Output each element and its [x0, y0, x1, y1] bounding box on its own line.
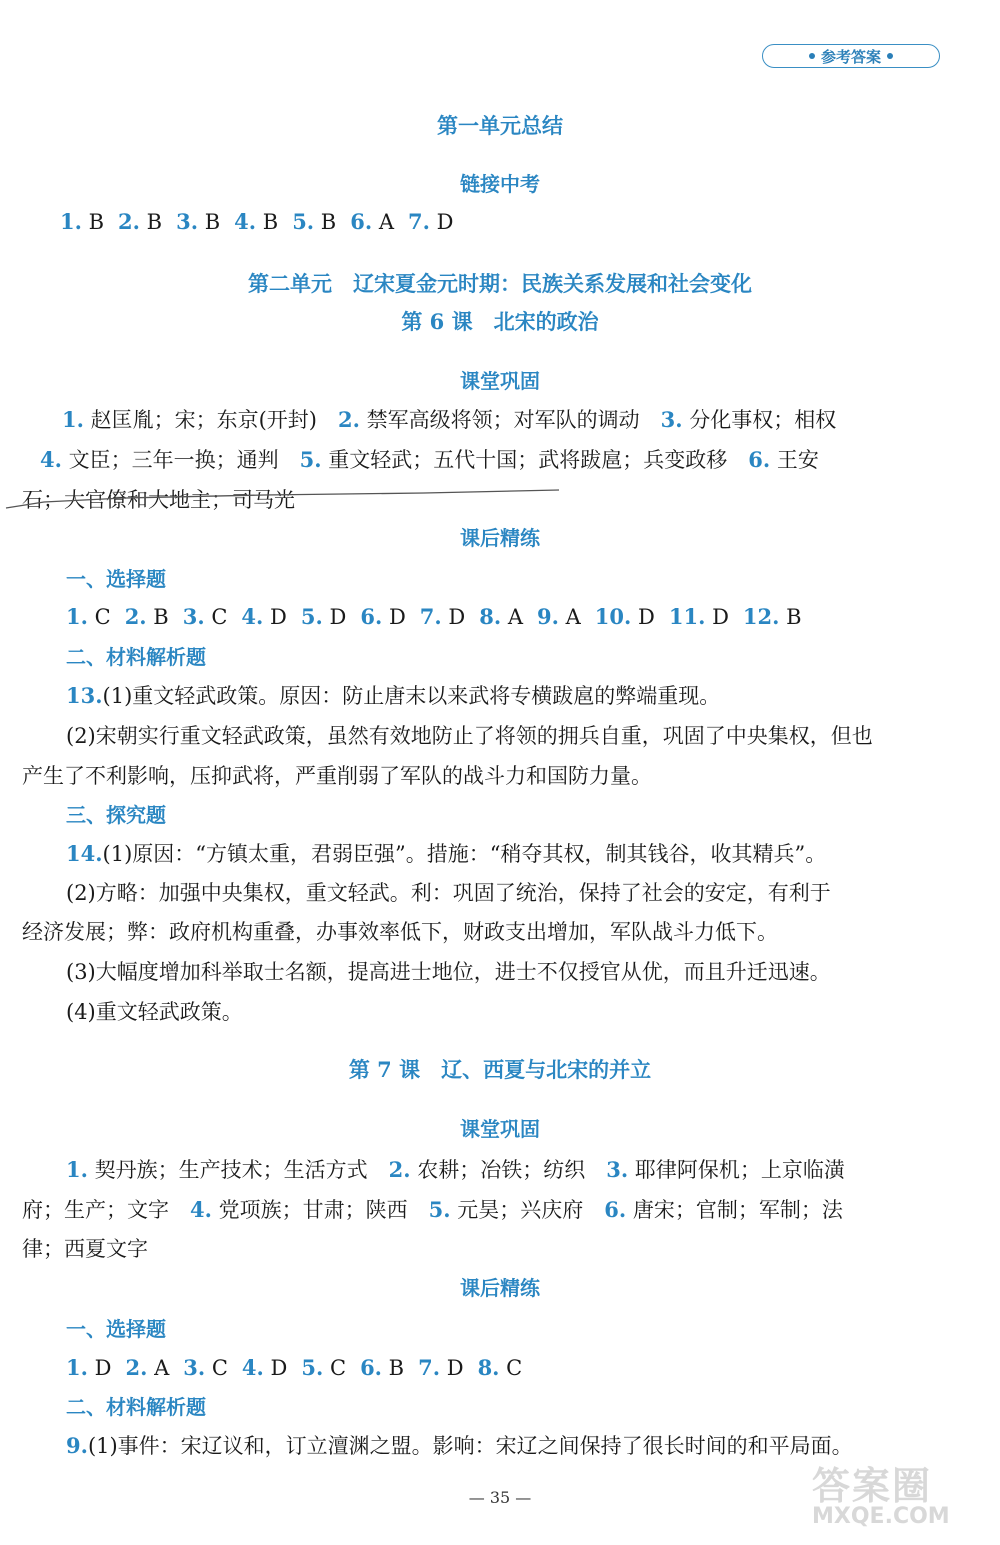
answer-number: 2. — [118, 209, 140, 234]
answer-item — [360, 1356, 404, 1380]
answer-item — [66, 605, 111, 629]
answer-value: D — [263, 605, 287, 629]
item-text: 元昊；兴庆府 — [450, 1198, 605, 1222]
item-number: 4. — [190, 1197, 212, 1222]
answer-item — [66, 1356, 111, 1380]
lesson6-material-title: 二、材料解析题 — [66, 645, 206, 669]
lesson7-choice-title: 一、选择题 — [66, 1317, 166, 1341]
item-text: 分化事权；相权 — [682, 408, 837, 432]
answer-number: 10. — [594, 604, 632, 629]
answer-key-tag — [762, 44, 940, 68]
lesson7-choice-answers — [66, 1354, 1000, 1382]
q14-part3: (3)大幅度增加科举取士名额，提高进士地位，进士不仅授官从优，而且升迁迅速。 — [66, 960, 831, 984]
answer-item — [418, 1356, 463, 1380]
site-watermark — [812, 1455, 987, 1535]
answer-value: D — [631, 605, 655, 629]
answer-key-label: 参考答案 — [820, 47, 881, 66]
item-number: 4. — [40, 447, 62, 472]
answer-item — [478, 1356, 523, 1380]
answer-value: D — [429, 210, 454, 234]
answer-number: 1. — [66, 604, 88, 629]
answer-item — [669, 605, 729, 629]
item-text: 唐宋；官制；军制；法 — [626, 1198, 843, 1222]
item-number: 3. — [660, 407, 683, 432]
answer-value: A — [501, 605, 524, 629]
item-number: 2. — [388, 1157, 411, 1182]
answer-number: 9. — [537, 604, 559, 629]
item-text: 王安 — [770, 448, 819, 472]
answer-value: A — [372, 210, 395, 234]
answer-item — [183, 605, 228, 629]
lesson7-material-title: 二、材料解析题 — [66, 1395, 206, 1419]
answer-value: C — [87, 605, 111, 629]
answer-number: 2. — [124, 604, 147, 629]
answer-item — [292, 210, 336, 234]
answer-number: 3. — [182, 604, 205, 629]
answer-item — [595, 605, 655, 629]
answer-item — [743, 605, 802, 629]
answer-number: 7. — [418, 1355, 441, 1380]
answer-item — [183, 1356, 228, 1380]
answer-item — [479, 605, 523, 629]
answer-item — [408, 210, 453, 234]
answer-item — [350, 210, 394, 234]
link-exam-title: 链接中考 — [460, 172, 540, 196]
item-text: 禁军高级将领；对军队的调动 — [359, 408, 661, 432]
answer-value: B — [139, 210, 163, 234]
answer-value: D — [263, 1356, 288, 1380]
answer-value: B — [146, 605, 169, 629]
lesson7-title: 第 7 课 辽、西夏与北宋的并立 — [348, 1057, 652, 1082]
answer-number: 8. — [477, 1355, 500, 1380]
item-text: 赵匡胤；宋；东京(开封) — [83, 408, 338, 432]
answer-number: 7. — [408, 209, 430, 234]
watermark-url: MXQE.COM — [812, 1504, 950, 1529]
answer-number: 6. — [360, 1355, 382, 1380]
answer-value: D — [441, 605, 466, 629]
item-text: 府；生产；文字 — [22, 1198, 190, 1222]
answer-value: B — [314, 210, 337, 234]
answer-value: B — [256, 210, 279, 234]
answer-number: 3. — [176, 209, 199, 234]
q9-part1-text: (1)事件：宋辽议和，订立澶渊之盟。影响：宋辽之间保持了很长时间的和平局面。 — [87, 1434, 853, 1458]
lesson7-consolidate-title: 课堂巩固 — [460, 1117, 540, 1141]
item-text: 耶律阿保机；上京临潢 — [628, 1158, 845, 1182]
answer-item — [118, 210, 162, 234]
answer-number: 1. — [60, 209, 82, 234]
lesson6-consolidate-line — [62, 406, 1000, 434]
unit2-title: 第二单元 辽宋夏金元时期：民族关系发展和社会变化 — [248, 271, 752, 296]
bullet-icon — [887, 53, 893, 59]
q14-part2a: (2)方略：加强中央集权，重文轻武。利：巩固了统治，保持了社会的安定，有利于 — [66, 881, 831, 905]
lesson6-consolidate-title: 课堂巩固 — [460, 369, 540, 393]
answer-number: 1. — [66, 1355, 88, 1380]
q9-number: 9. — [66, 1433, 88, 1458]
item-number: 3. — [606, 1157, 629, 1182]
answer-number: 6. — [350, 209, 373, 234]
answer-number: 5. — [292, 209, 315, 234]
item-number: 2. — [338, 407, 360, 432]
answer-number: 4. — [241, 1355, 264, 1380]
q14-number: 14. — [66, 841, 103, 866]
answer-number: 6. — [360, 604, 383, 629]
answer-number: 12. — [742, 604, 780, 629]
answer-item — [176, 210, 220, 234]
item-number: 5. — [428, 1197, 451, 1222]
answer-number: 3. — [183, 1355, 206, 1380]
answer-value: C — [204, 605, 228, 629]
answer-value: C — [205, 1356, 228, 1380]
answer-item — [242, 1356, 287, 1380]
answer-number: 5. — [300, 604, 323, 629]
lesson7-consolidate-line — [66, 1156, 1000, 1184]
lesson6-choice-title: 一、选择题 — [66, 567, 166, 591]
answer-item — [234, 210, 278, 234]
lesson6-choice-answers — [66, 603, 1000, 631]
answer-number: 11. — [668, 604, 706, 629]
answer-value: C — [323, 1356, 347, 1380]
item-number: 6. — [604, 1197, 627, 1222]
q14-part1 — [66, 840, 1000, 868]
answer-value: A — [558, 605, 581, 629]
bullet-icon — [809, 53, 815, 59]
q14-part2b: 经济发展；弊：政府机构重叠，办事效率低下，财政支出增加，军队战斗力低下。 — [22, 920, 778, 944]
answer-value: D — [440, 1356, 464, 1380]
answer-value: C — [499, 1356, 523, 1380]
item-text: 文臣；三年一换；通判 — [61, 448, 300, 472]
answer-value: B — [779, 605, 802, 629]
answer-value: B — [81, 210, 105, 234]
item-text: 律；西夏文字 — [22, 1237, 148, 1261]
q13-part1-text: (1)重文轻武政策。原因：防止唐末以来武将专横跋扈的弊端重现。 — [102, 684, 721, 708]
item-text: 农耕；冶铁；纺织 — [410, 1158, 607, 1182]
answer-number: 2. — [125, 1355, 148, 1380]
answer-value: A — [147, 1356, 170, 1380]
item-number: 1. — [66, 1157, 88, 1182]
item-text: 石；大官僚和大地主；司马光 — [22, 488, 295, 512]
item-number: 5. — [299, 447, 322, 472]
watermark-logo-text: 答案圈 — [812, 1464, 933, 1508]
item-text: 重文轻武；五代十国；武将跋扈；兵变政移 — [321, 448, 749, 472]
lesson6-practice-title: 课后精练 — [460, 526, 540, 550]
q13-number: 13. — [66, 683, 103, 708]
answer-value: B — [382, 1356, 405, 1380]
q13-part2b: 产生了不利影响，压抑武将，严重削弱了军队的战斗力和国防力量。 — [22, 764, 652, 788]
answer-item — [60, 210, 104, 234]
answer-number: 5. — [301, 1355, 324, 1380]
answer-number: 4. — [234, 209, 257, 234]
lesson7-practice-title: 课后精练 — [460, 1276, 540, 1300]
answer-value: D — [382, 605, 406, 629]
answer-value: B — [198, 210, 221, 234]
answer-item — [125, 605, 169, 629]
item-text: 契丹族；生产技术；生活方式 — [87, 1158, 389, 1182]
answer-value: D — [705, 605, 729, 629]
lesson7-consolidate-line — [22, 1196, 982, 1224]
pen-scribble-mark — [4, 488, 564, 512]
answer-number: 4. — [241, 604, 264, 629]
answer-item — [301, 605, 346, 629]
answer-value: D — [87, 1356, 112, 1380]
lesson6-title: 第 6 课 北宋的政治 — [401, 309, 599, 334]
answer-number: 8. — [479, 604, 502, 629]
q14-part1-text: (1)原因：“方镇太重，君弱臣强”。措施：“稍夺其权，制其钱谷，收其精兵”。 — [102, 842, 827, 866]
page-number: — 35 — — [468, 1488, 532, 1507]
lesson7-consolidate-line — [22, 1235, 982, 1263]
q13-part1 — [66, 682, 1000, 710]
answer-item — [241, 605, 286, 629]
item-text: 党项族；甘肃；陕西 — [211, 1198, 429, 1222]
answer-item — [420, 605, 465, 629]
answer-item — [125, 1356, 169, 1380]
q13-part2a: (2)宋朝实行重文轻武政策，虽然有效地防止了将领的拥兵自重，巩固了中央集权，但也 — [66, 724, 873, 748]
q14-part4: (4)重文轻武政策。 — [66, 1000, 243, 1024]
unit1-summary-title: 第一单元总结 — [437, 113, 563, 138]
item-number: 6. — [748, 447, 771, 472]
unit1-answer-row — [60, 208, 1000, 236]
answer-number: 7. — [419, 604, 442, 629]
lesson6-explore-title: 三、探究题 — [66, 803, 166, 827]
answer-item — [360, 605, 405, 629]
answer-item — [301, 1356, 346, 1380]
lesson6-consolidate-line — [40, 446, 1000, 474]
item-number: 1. — [62, 407, 84, 432]
answer-value: D — [322, 605, 347, 629]
answer-item — [537, 605, 581, 629]
